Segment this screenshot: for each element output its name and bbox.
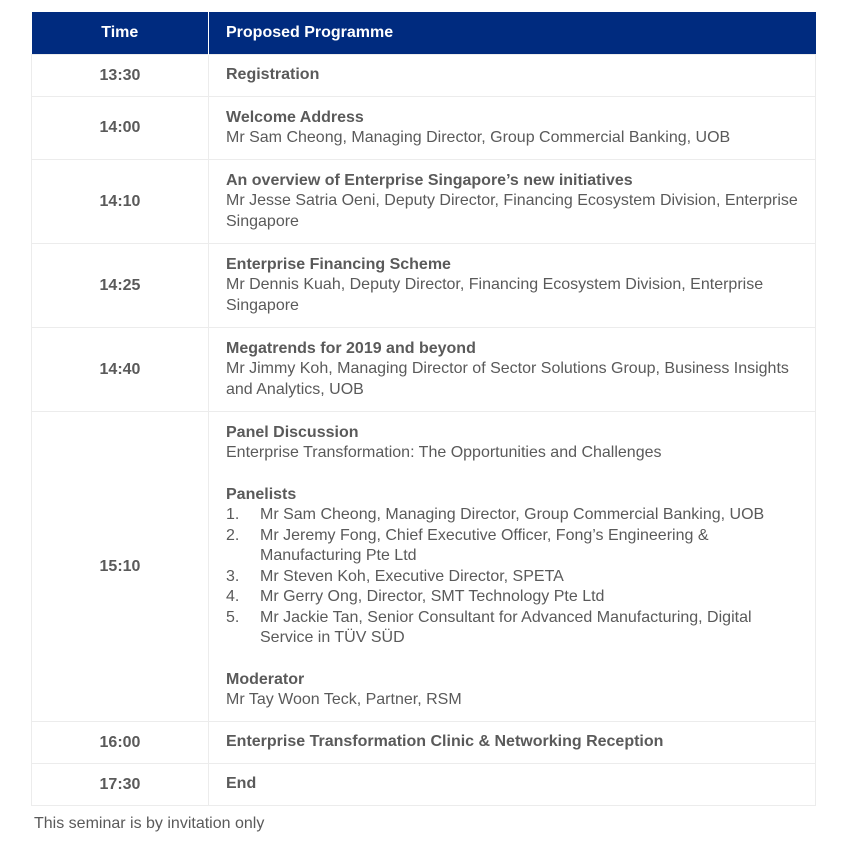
moderator-heading: Moderator — [226, 670, 305, 688]
session-title: Welcome Address — [226, 108, 364, 126]
session-title: End — [226, 775, 257, 793]
session-title: Megatrends for 2019 and beyond — [226, 339, 476, 357]
table-row — [32, 244, 816, 328]
row-programme — [209, 764, 816, 806]
row-programme — [209, 97, 816, 160]
row-programme — [209, 244, 816, 328]
table-row — [32, 764, 816, 806]
moderator-name: Mr Tay Woon Teck, Partner, RSM — [226, 691, 462, 708]
row-programme — [209, 722, 816, 764]
table-row — [32, 722, 816, 764]
row-time: 14:40 — [32, 328, 209, 412]
session-title: Enterprise Financing Scheme — [226, 255, 451, 273]
session-title: Enterprise Transformation Clinic & Networking Reception — [226, 733, 664, 751]
panelists-heading: Panelists — [226, 485, 297, 503]
row-programme — [209, 160, 816, 244]
session-title: Registration — [226, 66, 320, 84]
table-row — [32, 160, 816, 244]
table-row — [32, 97, 816, 160]
row-time: 16:00 — [32, 722, 209, 764]
session-speaker: Mr Sam Cheong, Managing Director, Group Commercial Banking, UOB — [226, 129, 731, 146]
list-item: 1. Mr Sam Cheong, Managing Director, Group Commercial Banking, UOB — [226, 506, 765, 523]
programme-table — [31, 12, 816, 806]
session-title: An overview of Enterprise Singapore’s new initiatives — [226, 171, 633, 189]
list-item: 3. Mr Steven Koh, Executive Director, SPETA — [226, 567, 564, 585]
list-item: 5. Mr Jackie Tan, Senior Consultant for Advanced Manufacturing, Digital Service in TÜV SÜD — [226, 608, 752, 646]
list-item: 2. Mr Jeremy Fong, Chief Executive Officer, Fong’s Engineering & Manufacturing Pte Ltd — [226, 526, 709, 564]
row-time: 14:25 — [32, 244, 209, 328]
invitation-note: This seminar is by invitation only — [34, 815, 265, 832]
row-time: 14:10 — [32, 160, 209, 244]
session-speaker: Mr Dennis Kuah, Deputy Director, Financing Ecosystem Division, Enterprise Singapore — [226, 276, 764, 314]
row-programme — [209, 328, 816, 412]
table-header-row — [32, 12, 816, 55]
row-programme — [209, 412, 816, 722]
table-row — [32, 55, 816, 97]
header-programme: Proposed Programme — [209, 12, 816, 55]
row-time: 17:30 — [32, 764, 209, 806]
row-time: 15:10 — [32, 412, 209, 722]
row-programme — [209, 55, 816, 97]
table-row — [32, 328, 816, 412]
session-title: Panel Discussion — [226, 423, 359, 441]
list-item: 4. Mr Gerry Ong, Director, SMT Technology Pte Ltd — [226, 588, 605, 605]
session-topic: Enterprise Transformation: The Opportunities and Challenges — [226, 444, 662, 461]
row-time: 13:30 — [32, 55, 209, 97]
header-time: Time — [32, 12, 209, 55]
row-time: 14:00 — [32, 97, 209, 160]
session-speaker: Mr Jesse Satria Oeni, Deputy Director, Financing Ecosystem Division, Enterprise Singapore — [226, 192, 798, 230]
panelists-list — [226, 505, 805, 649]
table-row — [32, 412, 816, 722]
session-speaker: Mr Jimmy Koh, Managing Director of Sector Solutions Group, Business Insights and Analytics, UOB — [226, 360, 789, 398]
